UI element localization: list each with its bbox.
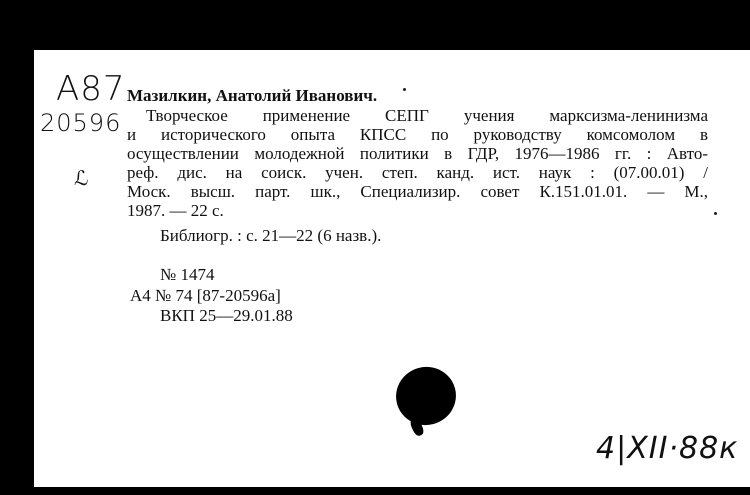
title-line-2: и исторического опыта КПСС по руководству комсомолом в (127, 125, 708, 144)
title-line-3: осуществлении молодежной политики в ГДР, 1976—1986 гг. : Авто- (127, 144, 708, 163)
title-line-5: Моск. высш. парт. шк., Специализир. совет К.151.01.01. — М., (127, 182, 708, 201)
handwritten-code-top: А87 (56, 69, 126, 109)
title-line-1: Творческое применение СЕПГ учения марксизма-ленинизма (146, 106, 708, 125)
handwritten-margin-mark: ℒ (74, 166, 90, 190)
title-line-6: 1987. — 22 с. (127, 201, 224, 220)
ink-blot (390, 360, 463, 432)
handwritten-date-mark: 4|XII·88к (596, 431, 739, 466)
registry-number: № 1474 (160, 265, 215, 284)
author-name: Мазилкин, Анатолий Иванович. (127, 86, 378, 105)
speck-2 (714, 212, 717, 215)
catalog-card (34, 50, 750, 487)
registry-vkp-line: ВКП 25—29.01.88 (160, 306, 293, 325)
title-line-4: реф. дис. на соиск. учен. степ. канд. ист. наук : (07.00.01) / (127, 163, 708, 182)
registry-a4-line: А4 № 74 [87-20596а] (130, 286, 281, 305)
bibliography-note: Библиогр. : с. 21—22 (6 назв.). (160, 226, 382, 245)
speck-1 (403, 88, 406, 91)
handwritten-code-bottom: 20596 (40, 109, 122, 137)
